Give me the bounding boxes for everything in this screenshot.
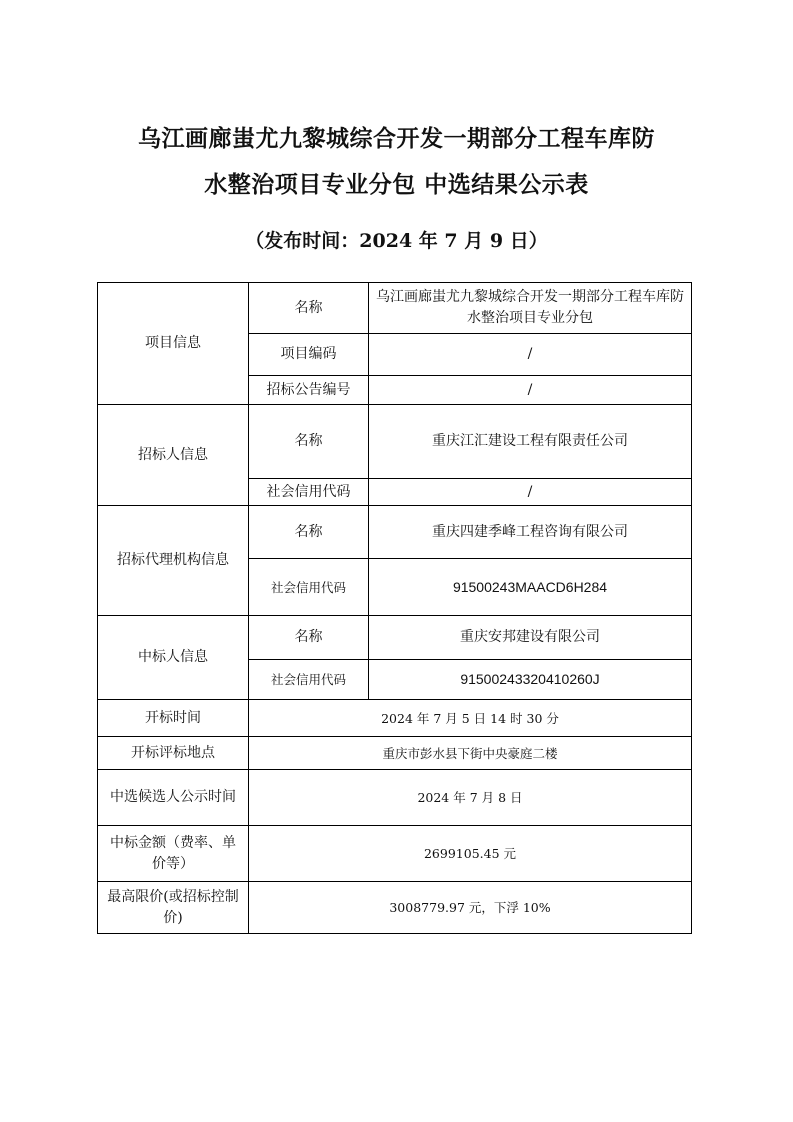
project-code-label: 项目编码	[249, 334, 369, 376]
publicity-time-label: 中选候选人公示时间	[98, 770, 249, 826]
winner-name-label: 名称	[249, 616, 369, 660]
tenderer-info-header: 招标人信息	[98, 405, 249, 506]
winner-name-value: 重庆安邦建设有限公司	[369, 616, 692, 660]
notice-number-label: 招标公告编号	[249, 376, 369, 405]
opening-time-value: 2024 年 7 月 5 日 14 时 30 分	[249, 700, 692, 737]
agency-credit-label: 社会信用代码	[249, 559, 369, 616]
tenderer-credit-label: 社会信用代码	[249, 479, 369, 506]
table-row	[98, 770, 692, 826]
result-table	[97, 282, 692, 934]
document-title-line-1: 乌江画廊蚩尤九黎城综合开发一期部分工程车库防	[138, 125, 655, 152]
table-row	[98, 882, 692, 934]
table-row	[98, 616, 692, 660]
max-price-label: 最高限价(或招标控制价)	[98, 882, 249, 934]
bid-amount-label: 中标金额（费率、单价等）	[98, 826, 249, 882]
publish-date: （发布时间：2024 年 7 月 9 日）	[245, 230, 548, 252]
agency-info-header: 招标代理机构信息	[98, 506, 249, 616]
tenderer-name-label: 名称	[249, 405, 369, 479]
agency-name-label: 名称	[249, 506, 369, 559]
project-info-header: 项目信息	[98, 283, 249, 405]
winner-info-header: 中标人信息	[98, 616, 249, 700]
table-row	[98, 700, 692, 737]
table-row	[98, 506, 692, 559]
table-row	[98, 826, 692, 882]
opening-time-label: 开标时间	[98, 700, 249, 737]
location-label: 开标评标地点	[98, 737, 249, 770]
winner-credit-label: 社会信用代码	[249, 660, 369, 700]
notice-number-value: /	[369, 376, 692, 405]
table-row	[98, 283, 692, 334]
agency-name-value: 重庆四建季峰工程咨询有限公司	[369, 506, 692, 559]
max-price-value: 3008779.97 元，下浮 10%	[249, 882, 692, 934]
winner-credit-value: 91500243320410260J	[369, 660, 692, 700]
project-code-value: /	[369, 334, 692, 376]
bid-amount-value: 2699105.45 元	[249, 826, 692, 882]
location-value: 重庆市彭水县下街中央豪庭二楼	[249, 737, 692, 770]
publicity-time-value: 2024 年 7 月 8 日	[249, 770, 692, 826]
document-title-line-2: 水整治项目专业分包 中选结果公示表	[204, 171, 589, 198]
table-row	[98, 405, 692, 479]
agency-credit-value: 91500243MAACD6H284	[369, 559, 692, 616]
project-name-label: 名称	[249, 283, 369, 334]
tenderer-name-value: 重庆江汇建设工程有限责任公司	[369, 405, 692, 479]
table-row	[98, 737, 692, 770]
tenderer-credit-value: /	[369, 479, 692, 506]
project-name-value: 乌江画廊蚩尤九黎城综合开发一期部分工程车库防水整治项目专业分包	[369, 283, 692, 334]
